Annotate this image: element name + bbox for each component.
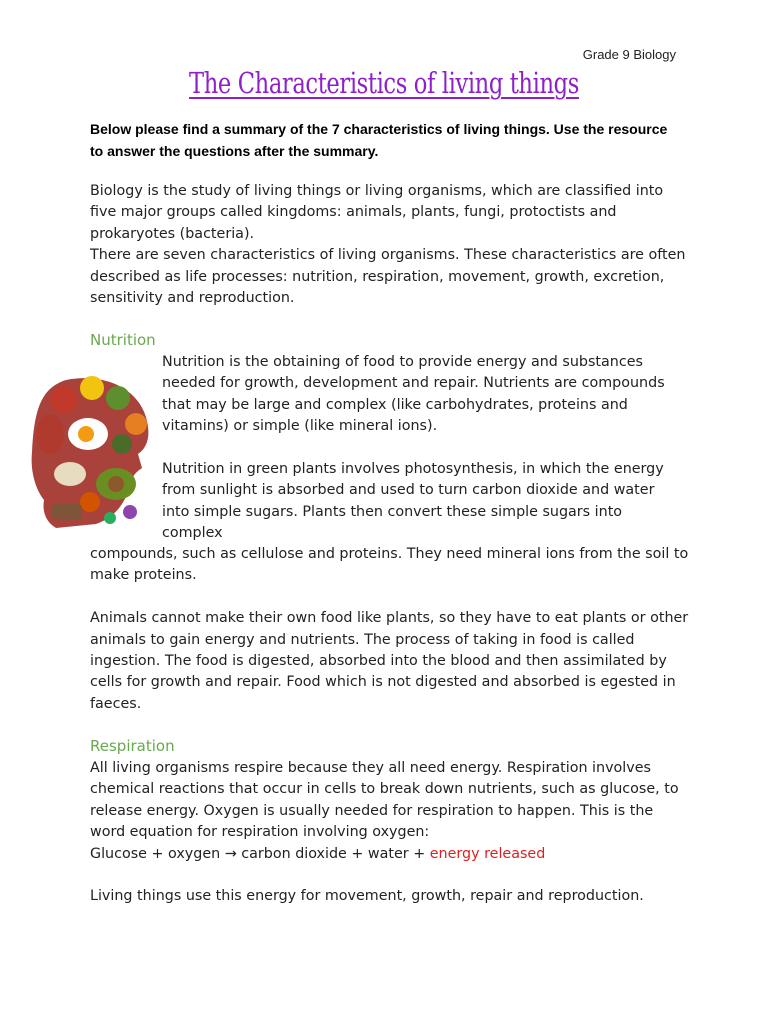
nutrition-heading: Nutrition <box>90 331 156 349</box>
respiration-equation <box>90 844 690 865</box>
respiration-paragraph-1: All living organisms respire because they all need energy. Respiration involves chemical reactions that occur in cells to break down nutrients, such as glucose, to release energy. Oxygen is usually needed for respiration to happen. This is the word equation for respiration involving oxygen: <box>90 760 679 841</box>
nutrition-paragraph-2-continued: compounds, such as cellulose and proteins. They need mineral ions from the soil to make proteins. <box>90 546 689 584</box>
nutrition-paragraph-1: Nutrition is the obtaining of food to provide energy and substances needed for growth, development and repair. Nutrients are compounds that may be large and complex (like carbohydrates, proteins and vitamins) or simple (like mineral ions). <box>162 354 665 435</box>
overview-section <box>90 181 690 309</box>
overview-paragraph-1: Biology is the study of living things or living organisms, which are classified into five major groups called kingdoms: animals, plants, fungi, protoctists and prokaryotes (bacteria). <box>90 183 664 242</box>
respiration-text <box>90 758 690 908</box>
grade-label: Grade 9 Biology <box>582 47 676 62</box>
intro-text: Below please find a summary of the 7 characteristics of living things. Use the resource to answer the questions after the summary. <box>90 121 668 159</box>
nutrition-paragraph-2: Nutrition in green plants involves photosynthesis, in which the energy from sunlight is absorbed and used to turn carbon dioxide and water into simple sugars. Plants then convert these simple sugars into complex <box>162 461 664 542</box>
page-title: The Characteristics of living things <box>189 66 579 100</box>
overview-paragraph-2: There are seven characteristics of living organisms. These characteristics are often described as life processes: nutrition, respiration, movement, growth, excretion, sensitivity and reproduction. <box>90 247 686 307</box>
respiration-paragraph-2: Living things use this energy for movement, growth, repair and reproduction. <box>90 888 644 905</box>
food-head-image <box>26 372 158 532</box>
equation-text: Glucose + oxygen → carbon dioxide + water + <box>90 845 430 862</box>
nutrition-text <box>90 544 690 715</box>
nutrition-text-indented <box>162 352 682 545</box>
respiration-heading: Respiration <box>90 737 175 755</box>
nutrition-paragraph-3: Animals cannot make their own food like plants, so they have to eat plants or other animals to gain energy and nutrients. The process of taking in food is called ingestion. The food is digested, absorbed into the blood and then assimilated by cells for growth and repair. Food which is not digested and absorbed is egested in faeces. <box>90 610 689 712</box>
equation-highlight: energy released <box>429 845 546 862</box>
